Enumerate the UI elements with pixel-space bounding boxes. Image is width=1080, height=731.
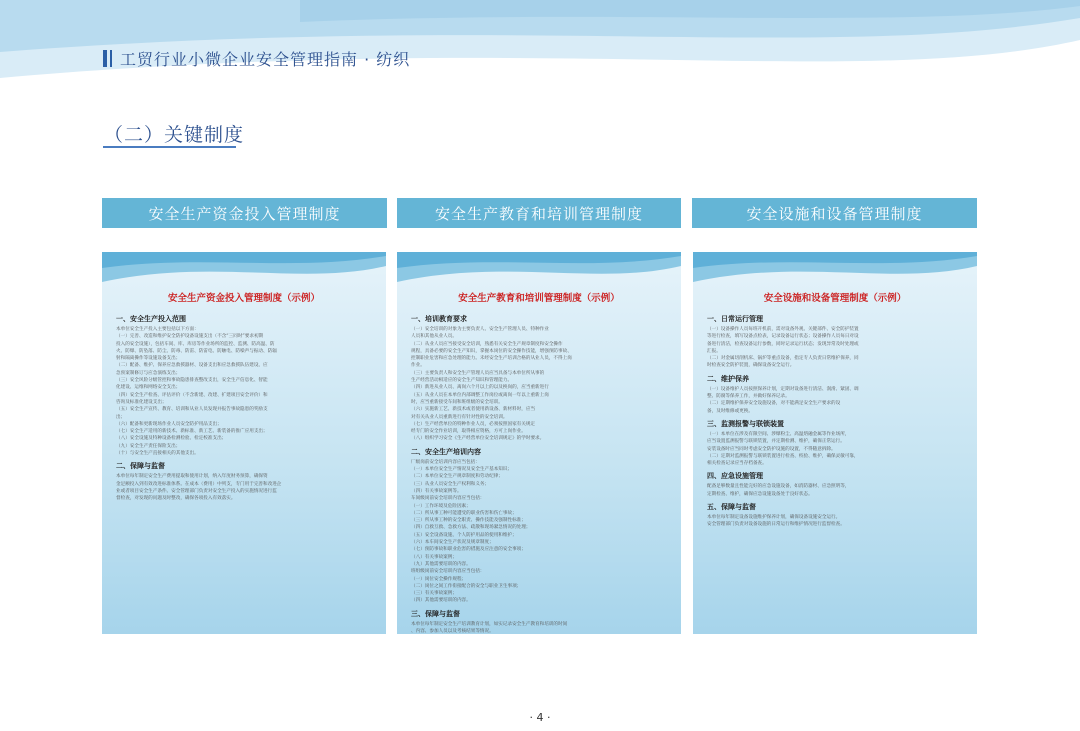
document-section-heading: 二、保障与监督: [116, 462, 165, 471]
document-text-line: （二）岗位之间工作衔接配合的安全与职业卫生事项；: [411, 583, 522, 589]
document-text-line: 配备足够数量且性能完好的应急设施设备，如消防器材、应急照明等，: [707, 484, 850, 490]
document-text-line: （一）完善、改造和维护安全防护设备设施支出（不含“三同时”要求初期: [116, 334, 264, 340]
document-text-line: （三）安全风险分级管控和事故隐患排查整改支出，安全生产信息化、智能: [116, 378, 268, 384]
document-training-system: [397, 252, 681, 634]
document-text-line: 时，应当重新接受车间和班组级的安全培训。: [411, 399, 503, 405]
document-text-line: （三）从业人员安全生产权利和义务；: [411, 481, 490, 487]
document-text-line: 对有关从业人员重新进行有针对性的安全培训。: [411, 414, 508, 420]
document-text-line: 火、防爆、防坠落、防尘、防毒、防雷、防雷电、防触电、防噪声与振动、防辐: [116, 348, 277, 354]
document-text-line: 业或者项目安全生产条件。安全管理部门负责对安全生产投入的实施情况进行监: [116, 488, 277, 494]
document-text-line: 车间级岗前安全培训内容应当包括：: [411, 496, 485, 502]
document-text-line: （一）岗位安全操作规程；: [411, 576, 467, 582]
document-text-line: （九）其他需要培训的内容。: [411, 561, 471, 567]
document-text-line: 汇报。: [707, 348, 721, 354]
document-section-heading: 五、保障与监督: [707, 503, 756, 512]
section-title: （二）关键制度: [104, 124, 245, 146]
document-body: [411, 310, 669, 634]
section-underline: [103, 146, 236, 148]
document-text-line: （四）新进从业人员、离岗六个月以上的以及换岗的，应当重新进行: [411, 385, 549, 391]
document-text-line: （一）本单位安全生产情况及安全生产基本知识；: [411, 467, 513, 473]
document-text-line: 督检查，对发现的问题及时整改，确保各项投入有效落实。: [116, 496, 236, 502]
document-text-line: （二）本单位安全生产规章制度和劳动纪律；: [411, 474, 503, 480]
document-section-heading: 一、日常运行管理: [707, 315, 763, 323]
header-accent-bar: [103, 50, 107, 67]
header-title: 工贸行业小微企业安全管理指南 · 纺织: [120, 50, 411, 69]
document-text-line: （十）与安全生产直接相关的其他支出。: [116, 451, 199, 457]
document-section-heading: 三、保障与监督: [411, 609, 460, 618]
document-text-line: （四）自救互救、急救方法、疏散和现场紧急情况的处理；: [411, 525, 531, 531]
document-text-line: （五）安全设备设施、个人防护用品的使用和维护；: [411, 532, 517, 538]
document-text-line: 咨询及标准化建设支出；: [116, 399, 167, 405]
document-text-line: （八）有关事故案例；: [411, 554, 457, 560]
document-section-heading: 四、应急设施管理: [707, 472, 763, 481]
document-section-heading: 三、监测报警与联锁装置: [707, 419, 784, 428]
document-text-line: （七）生产经营单位的特种作业人员，必须按照国家有关规定: [411, 421, 536, 427]
document-text-line: 化建设、运维和网络安全支出；: [116, 385, 181, 391]
document-text-line: （一）设备操作人员每班开机前，需对设备外观、关键部件、安全防护装置: [707, 327, 859, 332]
document-text-line: 安全管理部门负责对设备设施的日常运行和维护情况进行监督检查。: [707, 522, 845, 528]
document-text-line: （二）配备、维护、保养应急救援器材、设备支出和应急救援队伍建设、应: [116, 363, 268, 369]
document-text-line: 作业。: [411, 363, 425, 369]
page-number: · 4 ·: [529, 711, 551, 724]
document-text-line: 定期检查、维护，确保应急设施设备处于良好状态。: [707, 491, 813, 497]
document-text-line: （七）预防事故和职业危害的措施及应注意的安全事项；: [411, 547, 526, 553]
document-text-line: 经专门的安全作业培训，取得相应资格，方可上岗作业。: [411, 429, 526, 435]
document-text-line: （一）安全培训的对象为主要负责人、安全生产管理人员、特种作业: [411, 327, 549, 332]
document-text-line: （七）安全生产适用的新技术、新标准、新工艺、新装备的推广应用支出；: [116, 429, 268, 435]
document-text-line: 出；: [116, 414, 126, 420]
document-text-line: 应当设置监测报警与联锁装置，并定期检测、维护，确保正常运行。: [707, 439, 845, 445]
header-accent-bar-thin: [110, 50, 112, 67]
document-text-line: 控制职业危害和应急处理的能力。未经安全生产培训合格的从业人员，不得上岗: [411, 356, 572, 362]
document-text-line: 人员和其他从业人员。: [411, 334, 457, 340]
document-text-line: （二）定期对监测报警与联锁装置进行检查、校验、维护，确保灵敏可靠，: [707, 453, 859, 459]
document-text-line: （四）其他需要培训的内容。: [411, 598, 471, 604]
document-text-line: 整、防腐等保养工作，并做好保养记录。: [707, 394, 790, 400]
document-text-line: 本单位每年制定设备设施维护保养计划，确保设备设施安全运行。: [707, 515, 841, 521]
document-text-line: （三）所从事工种的安全职责、操作技能及强制性标准；: [411, 518, 526, 524]
document-text-line: 相关检查记录应当存档备查。: [707, 461, 767, 467]
document-text-line: （一）设备维护人员按照保养计划，定期对设备进行清洁、润滑、紧固、调: [707, 386, 859, 392]
document-section-heading: 一、培训教育要求: [411, 315, 467, 323]
document-text-line: 本单位每年制定安全生产费用提取和使用计划，纳入年度财务预算，确保资: [116, 474, 268, 480]
document-text-line: （一）工作环境及危险因素；: [411, 503, 471, 509]
document-text-line: （六）本车间安全生产状况及规章制度；: [411, 540, 494, 546]
document-text-line: 备进行清洁，检查设备运行参数，同时记录运行状态；发现异常及时处理或: [707, 341, 859, 347]
document-text-line: 备，及时维修或更换。: [707, 408, 753, 414]
document-text-line: 安装设备时应当同时考虑安全防护设施的设置，不得随意拆除。: [707, 446, 836, 452]
document-text-line: （二）定期维护保养安全设施设备，对不能满足安全生产要求的设: [707, 401, 841, 407]
document-text-line: （九）安全生产责任保险支出；: [116, 443, 181, 449]
document-title: 安全生产资金投入管理制度（示例）: [167, 293, 320, 304]
document-text-line: （八）组织学习安全《生产经营单位安全培训规定》的学时要求。: [411, 436, 545, 442]
document-text-line: （三）有关事故案例；: [411, 591, 457, 597]
document-text-line: （二）从业人员应当接受安全培训，熟悉有关安全生产规章制度和安全操作: [411, 341, 563, 347]
document-title: 安全生产教育和培训管理制度（示例）: [458, 293, 620, 304]
document-title: 安全设施和设备管理制度（示例）: [763, 293, 907, 304]
document-text-line: （五）安全生产宣传、教育、培训和从业人员发现并报告事故隐患的奖励支: [116, 407, 268, 413]
document-text-line: 规程，具备必要的安全生产知识，掌握本岗位的安全操作技能，增强预防事故、: [411, 348, 572, 354]
document-text-line: （四）有关事故案例等。: [411, 488, 462, 494]
document-text-line: 急预案制修订与应急演练支出；: [116, 370, 181, 376]
document-text-line: （六）实施新工艺、新技术或者使用新设备、新材料时，应当: [411, 407, 536, 413]
document-text-line: 本单位每年制定安全生产培训教育计划，如实记录安全生产教育和培训的时间: [411, 621, 568, 627]
document-text-line: 班组级岗前安全培训内容应当包括：: [411, 569, 485, 575]
column-header-equipment: 安全设施和设备管理制度: [692, 198, 977, 228]
document-text-line: （三）主要负责人和安全生产管理人员应当具备与本单位所从事的: [411, 370, 545, 376]
document-text-line: 射和隔离操作等设施设备支出；: [116, 356, 181, 362]
column-header-training: 安全生产教育和培训管理制度: [397, 198, 681, 228]
document-text-line: 、内容、参加人员以及考核结果等情况。: [411, 628, 494, 634]
document-text-line: （五）从业人员在本单位内部调整工作岗位或离岗一年以上重新上岗: [411, 392, 549, 398]
document-text-line: （二）所从事工种可能遭受的职业伤害和伤亡事故；: [411, 510, 517, 516]
document-body: [707, 310, 965, 529]
document-text-line: （四）安全生产检查、评估评价（不含新建、改建、扩建项目安全评价）和: [116, 392, 268, 398]
document-section-heading: 二、维护保养: [707, 374, 749, 383]
document-text-line: 厂级岗前安全培训内容应当包括：: [411, 459, 480, 465]
document-section-heading: 二、安全生产培训内容: [411, 447, 481, 456]
document-body: [116, 310, 374, 503]
document-text-line: 等进行检查，填写设备点检表，记录设备运行状态；设备操作人员每日对设: [707, 334, 859, 340]
document-text-line: 金足额投入到有效改进标准体系。在成本（费用）中列支，专门用于完善和改进企: [116, 481, 282, 487]
page-header: [103, 47, 410, 70]
document-text-line: （六）配备和更新现场作业人员安全防护用品支出；: [116, 421, 222, 427]
document-text-line: 本单位安全生产投入主要包括以下方面：: [116, 327, 199, 332]
document-text-line: （二）对金属切削机床、锅炉等重点设备，指定专人负责日常维护保养，同: [707, 356, 859, 362]
document-text-line: 投入的安全设施），包括车间、库、库房等作业场所的监控、监测、防高温、防: [116, 341, 275, 347]
document-equipment-system: [693, 252, 977, 634]
column-header-fund: 安全生产资金投入管理制度: [102, 198, 387, 228]
document-text-line: （八）安全设施及特种设备检测检验、检定校准支出；: [116, 436, 227, 442]
document-section-heading: 一、安全生产投入范围: [116, 315, 186, 323]
document-text-line: （一）本单位在涉及有限空间、涉爆粉尘、高温熔融金属等作业场所，: [707, 431, 850, 437]
document-text-line: 生产经营活动相适应的安全生产知识和管理能力。: [411, 378, 513, 384]
document-text-line: 时检查安全防护装置，确保设备安全运行。: [707, 363, 795, 369]
document-fund-system: [102, 252, 386, 634]
